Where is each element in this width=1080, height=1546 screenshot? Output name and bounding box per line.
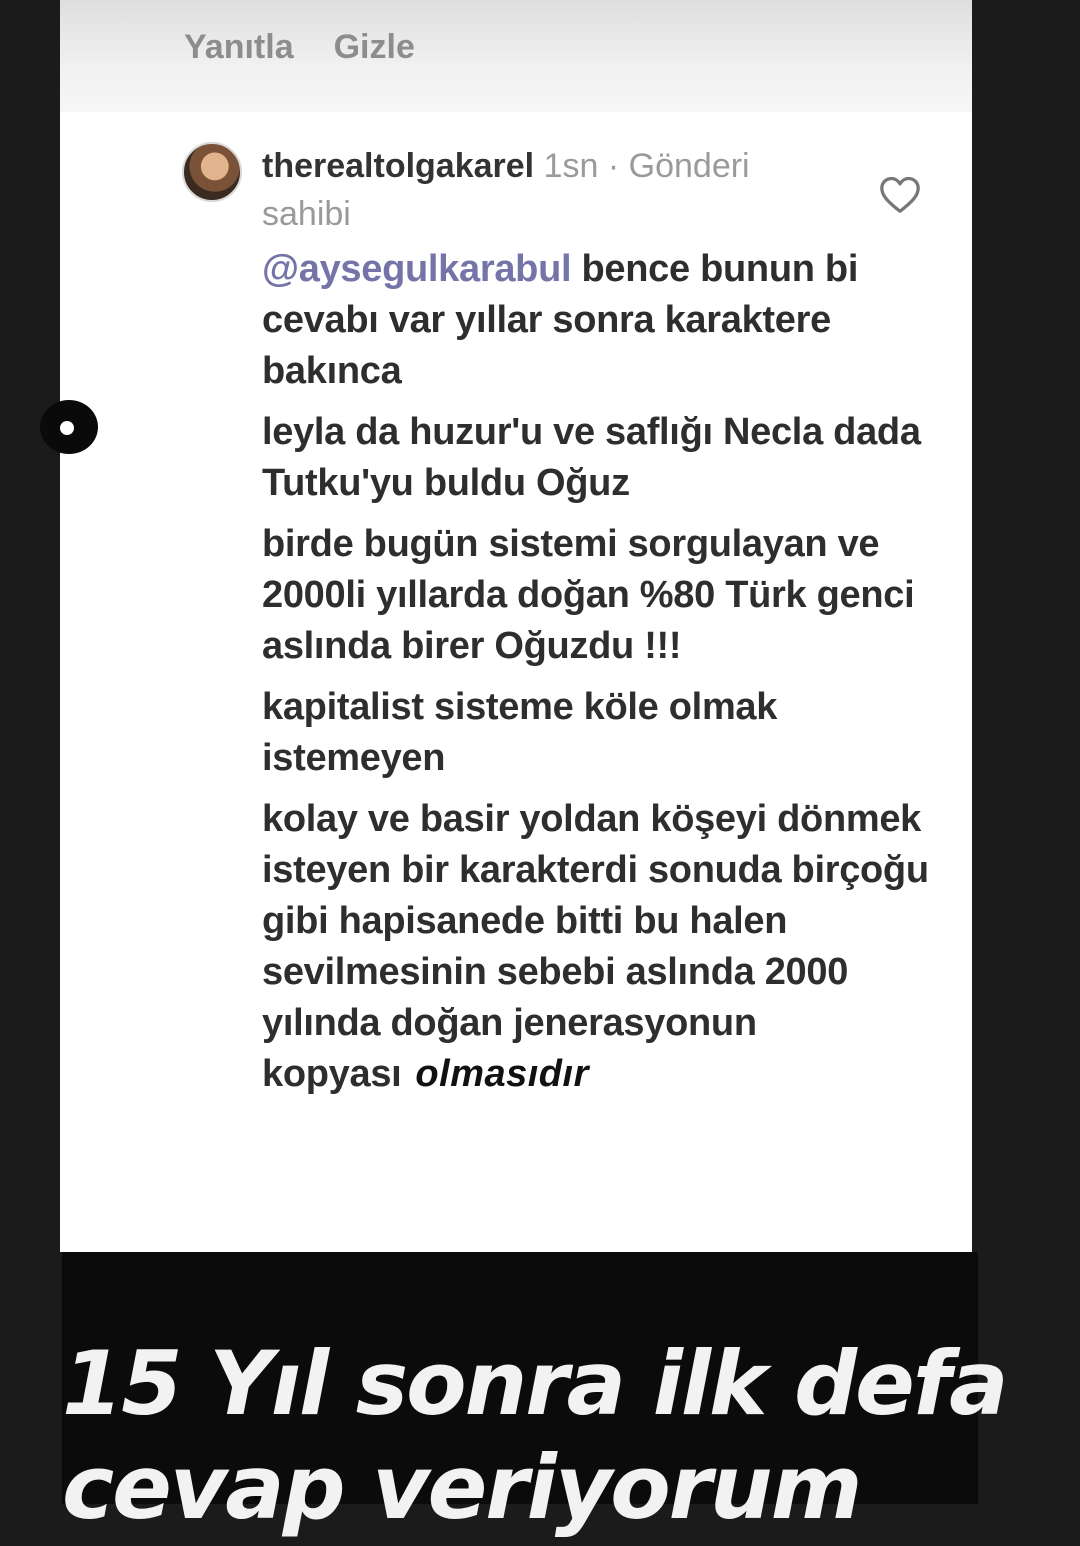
comment-paragraph-2: leyla da huzur'u ve saflığı Necla dada Tutku'yu buldu Oğuz [262,411,921,504]
comment-paragraph-5-text: kolay ve basir yoldan köşeyi dönmek isteyen bir karakterdi sonuda birçoğu gibi hapisanede bitti bu halen sevilmesinin sebebi aslında 2000 yılında doğan jenerasyonun kopyası [262,798,929,1095]
username[interactable]: therealtolgakarel [262,147,535,185]
caption-line-2: cevap veriyorum [62,1436,861,1539]
bold-ending: olmasıdır [415,1053,589,1095]
story-marker-center [60,421,74,435]
comment-header [262,142,842,238]
comment-time: 1sn [543,147,599,185]
comment-card [60,0,972,1252]
owner-label: Gönderi sahibi [262,147,750,233]
comment-paragraph-3: birde bugün sistemi sorgulayan ve 2000li yıllarda doğan %80 Türk genci aslında birer Oğuzdu !!! [262,523,915,667]
comment-actions [184,28,415,67]
comment-paragraph-1-text: bence bunun bi cevabı var yıllar sonra karaktere bakınca [262,248,859,392]
comment-text [262,244,952,1110]
comment-paragraph-4: kapitalist sisteme köle olmak istemeyen [262,686,778,779]
caption-line-1: 15 Yıl sonra ilk defa [62,1332,1007,1435]
reply-link[interactable]: Yanıtla [184,28,294,66]
comment-paragraph-5 [262,794,952,1100]
mention-link[interactable]: @aysegulkarabul [262,248,572,290]
hide-link[interactable]: Gizle [333,28,415,66]
comment-paragraph-1 [262,244,952,397]
previous-comment-area [60,0,972,112]
meta-separator: · [607,147,620,185]
avatar[interactable] [182,142,242,202]
story-caption [62,1332,1072,1540]
heart-icon[interactable] [878,174,922,214]
